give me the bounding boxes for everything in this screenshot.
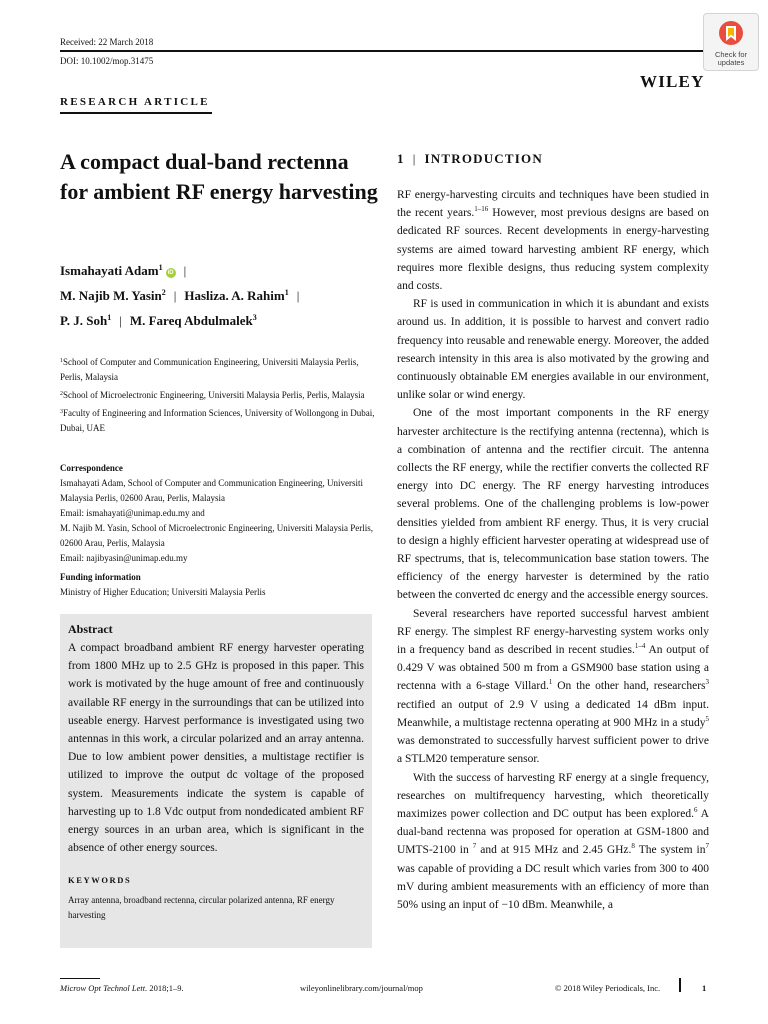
text-run: A dual-band rectenna was proposed for operation at GSM-1800 and UMTS-2100 in [397,807,709,857]
author-link[interactable]: M. Najib M. Yasin [60,288,162,303]
orcid-icon[interactable]: iD [167,270,174,276]
correspondence-line: Ismahayati Adam, School of Computer and Communication Engineering, Universiti Malaysia Perlis, 02600 Arau, Perlis, Malaysia [60,478,363,503]
citation-link[interactable]: 1 [548,678,553,687]
author-separator: | [183,263,187,278]
abstract-text: A compact broadband ambient RF energy harvester operating from 1800 MHz up to 2.5 GHz is proposed in this paper. This work is motivated by the huge amount of free and continuously available RF energy in the surroundings that can be utilized into useable energy. Harvest performance is investigated using two antennas in this work, a circular polarized and an array antenna. Due to low ambient power densities, a multistage rectifier is utilized to improve the output dc voltage of the proposed system. Measurements indicate the system is capable of harvesting up to 1.8 Vdc output from nondedicated ambient RF energy sources in an urban area, which is significant in the absence of other energy sources. [68,642,364,855]
section-separator: | [412,151,417,166]
keywords-heading: KEYWORDS [68,875,132,886]
author-link[interactable]: Ismahayati Adam [60,263,159,278]
affiliation-number: 3 [60,409,63,415]
citation-link[interactable]: 8 [631,842,635,851]
author-link[interactable]: Hasliza. A. Rahim [184,288,285,303]
section-heading-introduction [397,151,543,167]
affiliation-text: Faculty of Engineering and Information Sciences, University of Wollongong in Dubai, Dubai, UAE [60,408,375,433]
affiliation-3 [60,406,375,436]
footer-journal-citation [60,983,184,993]
author-separator: | [296,288,300,303]
citation-link[interactable]: 7 [705,842,710,851]
section-number: 1 [397,151,405,166]
paragraph-4 [397,605,709,769]
article-type: RESEARCH ARTICLE [60,96,210,108]
text-run: and at 915 MHz and 2.45 GHz. [476,844,632,857]
affiliation-2 [60,388,375,403]
doi: DOI: 10.1002/mop.31475 [60,56,154,66]
text-run: The system in [634,844,706,857]
text-run: rectified an output of 2.9 V using a dedicated 14 dBm input. Meanwhile, a multistage rectenna operating at 900 MHz in a study [397,698,709,729]
keywords-text: Array antenna, broadband rectenna, circular polarized antenna, RF energy harvesting [68,895,335,921]
text-run: was demonstrated to successfully harvest sufficient power to drive a STLM20 temperature sensor. [397,735,709,766]
author-affil-sup: 1 [107,313,112,322]
journal-name: Microw Opt Technol Lett. [60,983,148,993]
affiliation-1 [60,355,375,385]
affiliation-text: School of Computer and Communication Engineering, Universiti Malaysia Perlis, Perlis, Malaysia [60,357,359,382]
author-affil-sup: 1 [284,288,289,297]
citation-link[interactable]: 1–4 [634,642,646,651]
affiliations [60,355,375,439]
affiliation-number: 1 [60,358,63,364]
citation-link[interactable]: 3 [705,678,709,687]
correspondence-line: M. Najib M. Yasin, School of Microelectronic Engineering, Universiti Malaysia Perlis, 02600 Arau, Perlis, Malaysia [60,523,373,548]
abstract-box [60,614,372,948]
journal-year-pages: 2018;1–9. [147,983,184,993]
footer-copyright: © 2018 Wiley Periodicals, Inc. [555,983,661,993]
text-run: On the other hand, researchers [552,680,706,693]
publisher-logo: WILEY [640,72,705,91]
citation-link[interactable]: 7 [472,842,477,851]
paragraph-2: RF is used in communication in which it is abundant and exists around us. In addition, it is possible to harvest and convert radio frequency into reusable and renewable energy. Moreover, the added research intensity in this area is also motivated by the growing and continuously obtainable EM energies available in our environment, unlike solar or wind energy. [397,298,709,402]
correspondence-heading: Correspondence [60,463,123,473]
check-for-updates-badge[interactable] [703,13,759,71]
paragraph-1 [397,186,709,295]
paragraph-5 [397,769,709,915]
article-title: A compact dual-band rectenna for ambient RF energy harvesting [60,149,378,204]
check-for-updates-line-2: updates [717,58,745,67]
author-line-3 [60,308,380,333]
author-separator: | [119,313,122,328]
affiliation-text: School of Microelectronic Engineering, Universiti Malaysia Perlis, Perlis, Malaysia [63,390,365,400]
abstract-heading: Abstract [68,622,113,636]
author-affil-sup: 3 [252,313,257,322]
funding-heading: Funding information [60,572,141,582]
funding-text: Ministry of Higher Education; Universiti Malaysia Perlis [60,587,266,597]
bookmark-icon [717,19,745,49]
correspondence-email[interactable]: Email: ismahayati@unimap.edu.my and [60,508,205,518]
author-separator: | [173,288,177,303]
author-link[interactable]: M. Fareq Abdulmalek [129,313,253,328]
article-type-rule [60,112,212,114]
text-run: Several researchers have reported successful harvest ambient RF energy. The simplest RF energy-harvesting system works only in a frequency band as described in recent studies. [397,607,709,657]
citation-link[interactable]: 5 [705,714,709,723]
text-run: RF energy-harvesting circuits and techniques have been studied in the recent years. [397,189,709,220]
author-line-2 [60,283,380,308]
affiliation-number: 2 [60,391,63,397]
citation-link[interactable]: 6 [693,805,698,814]
correspondence [60,461,375,566]
received-date: Received: 22 March 2018 [60,37,154,47]
author-list [60,258,380,333]
check-for-updates-line-1: Check for [714,50,748,59]
footer-journal-url[interactable]: wileyonlinelibrary.com/journal/mop [300,983,423,993]
footer-rule [60,978,100,979]
introduction-body [397,186,709,914]
citation-link[interactable]: 1–16 [474,205,489,214]
funding-information [60,570,375,600]
author-line-1 [60,258,380,283]
header-rule [60,50,708,52]
author-link[interactable]: P. J. Soh [60,313,108,328]
author-affil-sup: 1 [158,263,163,272]
page-number: 1 [702,983,707,993]
author-affil-sup: 2 [161,288,166,297]
correspondence-email[interactable]: Email: najibyasin@unimap.edu.my [60,553,188,563]
footer-separator [679,978,681,992]
text-run: An output of 0.429 V was obtained 500 m from a GSM900 base station using a rectenna with a 6-stage Villard. [397,644,709,693]
text-run: With the success of harvesting RF energy at a single frequency, researches on multifrequency harvesting, which theoretically maximizes power collection and DC output has been explored. [397,771,709,820]
text-run: was capable of providing a DC result which varies from 300 to 400 mV during ambient measurements with an efficiency of more than 50% using an input of −10 dBm. Meanwhile, a [397,862,709,911]
section-title: INTRODUCTION [424,151,543,166]
text-run: However, most previous designs are based on dedicated RF sources. Recent developments in energy-harvesting systems are aimed toward harvesting ambient RF energy, which requires more flexible designs, thus reducing system complexity and costs. [397,207,709,293]
paragraph-3: One of the most important components in the RF energy harvester architecture is the rectifying antenna (rectenna), which is a combination of antenna and the rectifier circuit. The antenna collects the RF energy, while the rectifier converts the collected RF energy into DC energy. The RF energy harvesting introduces several problems. One of the challenging problems is low-power densities yielded from ambient RF energy. Thus, it is very crucial to design a highly efficient harvester operating at widespread use of RF spectrums, that is, telecommunication base station towers. The efficiency of the energy harvester is determined by the ratio between the converted dc energy and the accessible energy sources. [397,407,709,602]
